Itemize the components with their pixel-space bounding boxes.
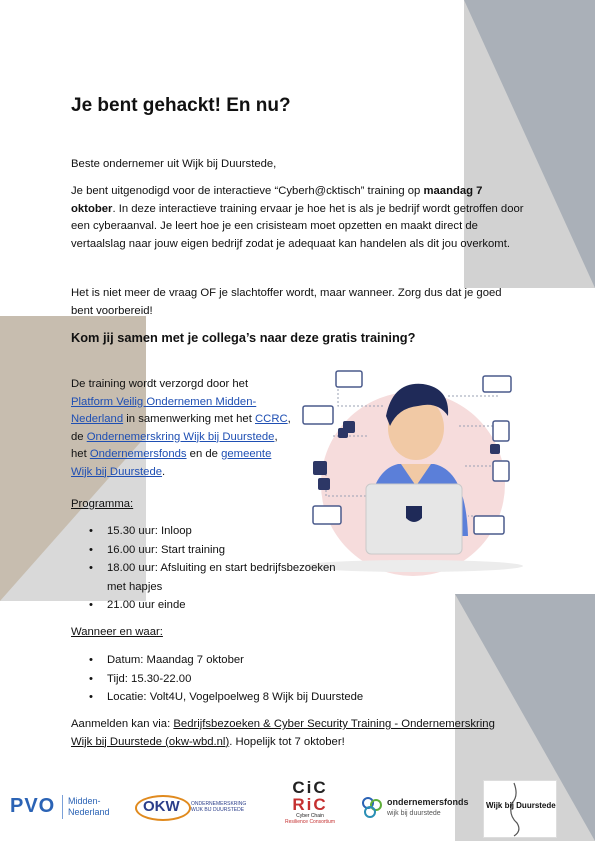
wbd-logo-name: Wijk bij Duurstede <box>486 801 556 810</box>
ondernemersfonds-icon <box>360 795 384 819</box>
wbd-logo <box>483 780 557 838</box>
org-text-5: en de <box>186 448 222 460</box>
question-paragraph: Het is niet meer de vraag OF je slachtoffer wordt, maar wanneer. Zorg dus dat je goed bent voorbereid! <box>71 287 502 317</box>
programma-item: • 16.00 uur: Start training <box>107 541 347 560</box>
signup-text-1: Aanmelden kan via: <box>71 718 174 730</box>
link-ccrc[interactable]: CCRC <box>255 413 288 425</box>
programma-item: • 21.00 uur einde <box>107 596 347 615</box>
wanneer-item: • Datum: Maandag 7 oktober <box>107 651 487 670</box>
org-text-6: . <box>162 465 166 478</box>
signup-text-2: . Hopelijk tot 7 oktober! <box>229 735 345 748</box>
link-platform-veilig-ondernemen[interactable]: Platform Veilig Ondernemen Midden-Nederland <box>71 395 257 425</box>
page-title: Je bent gehackt! En nu? <box>71 95 291 116</box>
signup-paragraph <box>71 716 511 751</box>
programma-heading: Programma: <box>71 498 134 510</box>
org-text-3: , de <box>71 413 291 443</box>
okw-logo-sub2: WIJK BIJ DUURSTEDE <box>191 807 245 813</box>
ccrc-logo-line1: CiC <box>292 778 328 797</box>
signup-link[interactable]: Bedrijfsbezoeken & Cyber Security Training - Ondernemerskring Wijk bij Duurstede (okw-wbd.nl) <box>71 718 495 748</box>
pvo-logo-sub1: Midden- <box>68 796 101 806</box>
programma-list <box>71 522 347 615</box>
programma-item: • 18.00 uur: Afsluiting en start bedrijfsbezoeken met hapjes <box>107 559 347 596</box>
logo-bar <box>0 775 595 841</box>
pvo-logo-mark: PVO <box>10 795 56 817</box>
link-gemeente[interactable]: gemeente Wijk bij Duurstede <box>71 448 272 478</box>
wanneer-item: • Locatie: Volt4U, Vogelpoelweg 8 Wijk bij Duurstede <box>107 688 487 707</box>
pvo-logo <box>10 795 120 825</box>
wanneer-heading: Wanneer en waar: <box>71 626 163 638</box>
org-text-2: in samenwerking met het <box>123 413 255 425</box>
greeting: Beste ondernemer uit Wijk bij Duurstede, <box>71 158 277 170</box>
okw-logo-mark: OKW <box>143 798 180 815</box>
org-text-1: De training wordt verzorgd door het <box>71 378 249 390</box>
intro-text-2: . In deze interactieve training ervaar je hoe het is als je bedrijf wordt getroffen door een cyberaanval. Je leert hoe je een crisisteam moet opzetten en maakt direct de vertaalslag naar jouw eigen bedrijf zodat je adequaat kan handelen als dit jou overkomt. <box>71 202 524 250</box>
ccrc-logo <box>280 779 340 839</box>
ccrc-logo-line2: RiC <box>292 795 328 814</box>
subheading: Kom jij samen met je collega’s naar deze gratis training? <box>71 330 416 345</box>
pvo-logo-sub2: Nederland <box>68 807 110 817</box>
link-ondernemersfonds[interactable]: Ondernemersfonds <box>89 448 187 460</box>
okw-logo <box>135 795 255 825</box>
link-ondernemerskring[interactable]: Ondernemerskring Wijk bij Duurstede <box>86 430 275 443</box>
organizers-paragraph <box>71 376 291 481</box>
ccrc-logo-sub1: Cyber Chain <box>296 813 324 819</box>
ondernemersfonds-logo <box>360 793 470 825</box>
ondernemersfonds-sub: wijk bij duurstede <box>387 810 441 817</box>
intro-text-1: Je bent uitgenodigd voor de interactieve “Cyberh@cktisch” training op <box>71 185 424 197</box>
intro-date: maandag 7 oktober <box>71 185 483 215</box>
wanneer-list <box>71 651 487 707</box>
wanneer-item: • Tijd: 15.30-22.00 <box>107 670 487 689</box>
intro-paragraph <box>71 183 526 253</box>
org-text-4: , het <box>71 430 278 460</box>
ccrc-logo-sub2: Resilience Consortium <box>284 819 336 825</box>
ondernemersfonds-name: ondernemersfonds <box>387 797 469 807</box>
okw-logo-sub1: ONDERNEMERSKRING <box>191 801 247 807</box>
programma-item: • 15.30 uur: Inloop <box>107 522 347 541</box>
